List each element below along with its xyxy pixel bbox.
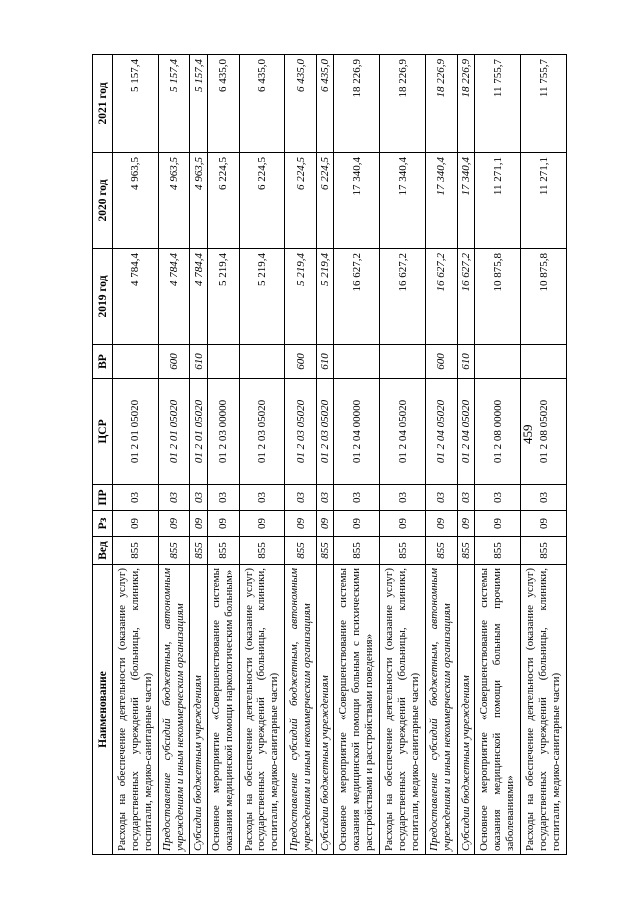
cell-rz: 09: [285, 511, 317, 537]
cell-csr: 01 2 08 05020: [521, 379, 567, 485]
cell-name: Предоставление субсидий бюджетным, автономным учреждениям и иным некоммерческим организациям: [158, 565, 190, 855]
cell-pr: 03: [457, 485, 474, 511]
cell-y2021: 11 755,7: [475, 55, 521, 153]
cell-pr: 03: [113, 485, 159, 511]
cell-csr: 01 2 01 05020: [190, 379, 207, 485]
cell-csr: 01 2 04 05020: [457, 379, 474, 485]
cell-y2019: 4 784,4: [113, 249, 159, 345]
table-header-row: [93, 55, 113, 855]
cell-y2019: 5 219,4: [317, 249, 334, 345]
table-row: [285, 55, 317, 855]
cell-y2020: 6 224,5: [207, 153, 239, 249]
cell-ved: 855: [317, 537, 334, 565]
cell-y2019: 5 219,4: [207, 249, 239, 345]
cell-rz: 09: [426, 511, 458, 537]
budget-table-container: [92, 55, 567, 855]
cell-csr: 01 2 03 05020: [285, 379, 317, 485]
cell-y2020: 6 224,5: [285, 153, 317, 249]
cell-vr: 600: [426, 345, 458, 379]
header-pr: ПР: [93, 485, 113, 511]
cell-pr: 03: [239, 485, 285, 511]
cell-pr: 03: [207, 485, 239, 511]
cell-name: Субсидии бюджетным учреждениям: [457, 565, 474, 855]
header-2019: 2019 год: [93, 249, 113, 345]
cell-rz: 09: [475, 511, 521, 537]
cell-y2021: 18 226,9: [426, 55, 458, 153]
cell-y2020: 4 963,5: [190, 153, 207, 249]
page-number: 459: [520, 424, 535, 444]
cell-y2020: 17 340,4: [426, 153, 458, 249]
cell-vr: 610: [190, 345, 207, 379]
cell-name: Субсидии бюджетным учреждениям: [317, 565, 334, 855]
header-2020: 2020 год: [93, 153, 113, 249]
cell-rz: 09: [317, 511, 334, 537]
table-row: [475, 55, 521, 855]
cell-vr: [207, 345, 239, 379]
cell-vr: 610: [317, 345, 334, 379]
table-row: [457, 55, 474, 855]
cell-pr: 03: [158, 485, 190, 511]
cell-y2021: 6 435,0: [317, 55, 334, 153]
cell-y2019: 4 784,4: [190, 249, 207, 345]
cell-vr: [380, 345, 426, 379]
cell-y2019: 4 784,4: [158, 249, 190, 345]
cell-rz: 09: [207, 511, 239, 537]
cell-ved: 855: [190, 537, 207, 565]
cell-pr: 03: [380, 485, 426, 511]
table-row: [426, 55, 458, 855]
cell-ved: 855: [475, 537, 521, 565]
cell-pr: 03: [334, 485, 380, 511]
cell-ved: 855: [158, 537, 190, 565]
cell-csr: 01 2 08 00000: [475, 379, 521, 485]
cell-csr: 01 2 03 05020: [317, 379, 334, 485]
cell-csr: 01 2 04 05020: [380, 379, 426, 485]
cell-vr: 600: [285, 345, 317, 379]
cell-ved: 855: [239, 537, 285, 565]
cell-name: Предоставление субсидий бюджетным, автономным учреждениям и иным некоммерческим организациям: [285, 565, 317, 855]
cell-name: Расходы на обеспечение деятельности (оказание услуг) государственных учреждений (больницы, клиники, госпитали, медико-санитарные части): [113, 565, 159, 855]
cell-vr: 600: [158, 345, 190, 379]
table-row: [158, 55, 190, 855]
cell-y2019: 10 875,8: [475, 249, 521, 345]
cell-y2020: 17 340,4: [334, 153, 380, 249]
cell-rz: 09: [457, 511, 474, 537]
cell-csr: 01 2 03 05020: [239, 379, 285, 485]
cell-y2021: 6 435,0: [285, 55, 317, 153]
header-rz: Рз: [93, 511, 113, 537]
cell-y2020: 11 271,1: [521, 153, 567, 249]
cell-ved: 855: [207, 537, 239, 565]
cell-name: Расходы на обеспечение деятельности (оказание услуг) государственных учреждений (больницы, клиники, госпитали, медико-санитарные части): [239, 565, 285, 855]
cell-pr: 03: [426, 485, 458, 511]
cell-name: Субсидии бюджетным учреждениям: [190, 565, 207, 855]
cell-vr: [113, 345, 159, 379]
table-row: [334, 55, 380, 855]
cell-name: Расходы на обеспечение деятельности (оказание услуг) государственных учреждений (больницы, клиники, госпитали, медико-санитарные части): [380, 565, 426, 855]
table-row: [190, 55, 207, 855]
cell-y2021: 18 226,9: [334, 55, 380, 153]
table-row: [521, 55, 567, 855]
cell-csr: 01 2 01 05020: [158, 379, 190, 485]
cell-rz: 09: [521, 511, 567, 537]
cell-vr: 610: [457, 345, 474, 379]
cell-pr: 03: [475, 485, 521, 511]
cell-vr: [239, 345, 285, 379]
header-ved: Вед: [93, 537, 113, 565]
cell-y2021: 11 755,7: [521, 55, 567, 153]
cell-name: Основное мероприятие «Совершенствование системы оказания медицинской помощи больным прочими заболеваниями»: [475, 565, 521, 855]
cell-y2019: 10 875,8: [521, 249, 567, 345]
cell-ved: 855: [113, 537, 159, 565]
cell-y2021: 18 226,9: [380, 55, 426, 153]
cell-csr: 01 2 03 00000: [207, 379, 239, 485]
cell-name: Основное мероприятие «Совершенствование системы оказания медицинской помощи наркологическим больным»: [207, 565, 239, 855]
cell-y2019: 16 627,2: [426, 249, 458, 345]
cell-y2021: 5 157,4: [158, 55, 190, 153]
table-row: [113, 55, 159, 855]
table-row: [239, 55, 285, 855]
cell-y2020: 4 963,5: [158, 153, 190, 249]
cell-rz: 09: [190, 511, 207, 537]
cell-ved: 855: [380, 537, 426, 565]
cell-rz: 09: [113, 511, 159, 537]
table-row: [207, 55, 239, 855]
cell-y2020: 6 224,5: [239, 153, 285, 249]
cell-pr: 03: [521, 485, 567, 511]
cell-pr: 03: [285, 485, 317, 511]
header-vr: ВР: [93, 345, 113, 379]
cell-name: Основное мероприятие «Совершенствование системы оказания медицинской помощи больным с психическими расстройствами и расстройствами поведения»: [334, 565, 380, 855]
cell-csr: 01 2 01 05020: [113, 379, 159, 485]
cell-y2021: 5 157,4: [190, 55, 207, 153]
header-2021: 2021 год: [93, 55, 113, 153]
budget-table: [92, 54, 567, 855]
cell-rz: 09: [334, 511, 380, 537]
cell-rz: 09: [380, 511, 426, 537]
cell-ved: 855: [457, 537, 474, 565]
cell-ved: 855: [521, 537, 567, 565]
cell-csr: 01 2 04 05020: [426, 379, 458, 485]
cell-vr: [334, 345, 380, 379]
cell-y2020: 17 340,4: [380, 153, 426, 249]
header-name: Наименование: [93, 565, 113, 855]
table-row: [317, 55, 334, 855]
cell-y2020: 11 271,1: [475, 153, 521, 249]
cell-y2020: 6 224,5: [317, 153, 334, 249]
cell-ved: 855: [334, 537, 380, 565]
cell-csr: 01 2 04 00000: [334, 379, 380, 485]
cell-ved: 855: [285, 537, 317, 565]
cell-y2019: 5 219,4: [239, 249, 285, 345]
cell-y2019: 16 627,2: [380, 249, 426, 345]
cell-vr: [475, 345, 521, 379]
cell-pr: 03: [190, 485, 207, 511]
cell-rz: 09: [158, 511, 190, 537]
cell-y2019: 5 219,4: [285, 249, 317, 345]
table-row: [380, 55, 426, 855]
cell-ved: 855: [426, 537, 458, 565]
cell-vr: [521, 345, 567, 379]
cell-y2020: 4 963,5: [113, 153, 159, 249]
cell-rz: 09: [239, 511, 285, 537]
cell-y2021: 6 435,0: [207, 55, 239, 153]
cell-name: Предоставление субсидий бюджетным, автономным учреждениям и иным некоммерческим организациям: [426, 565, 458, 855]
cell-y2021: 5 157,4: [113, 55, 159, 153]
cell-y2019: 16 627,2: [457, 249, 474, 345]
cell-y2021: 18 226,9: [457, 55, 474, 153]
cell-y2020: 17 340,4: [457, 153, 474, 249]
cell-pr: 03: [317, 485, 334, 511]
header-csr: ЦСР: [93, 379, 113, 485]
cell-y2021: 6 435,0: [239, 55, 285, 153]
cell-name: Расходы на обеспечение деятельности (оказание услуг) государственных учреждений (больницы, клиники, госпитали, медико-санитарные части): [521, 565, 567, 855]
cell-y2019: 16 627,2: [334, 249, 380, 345]
